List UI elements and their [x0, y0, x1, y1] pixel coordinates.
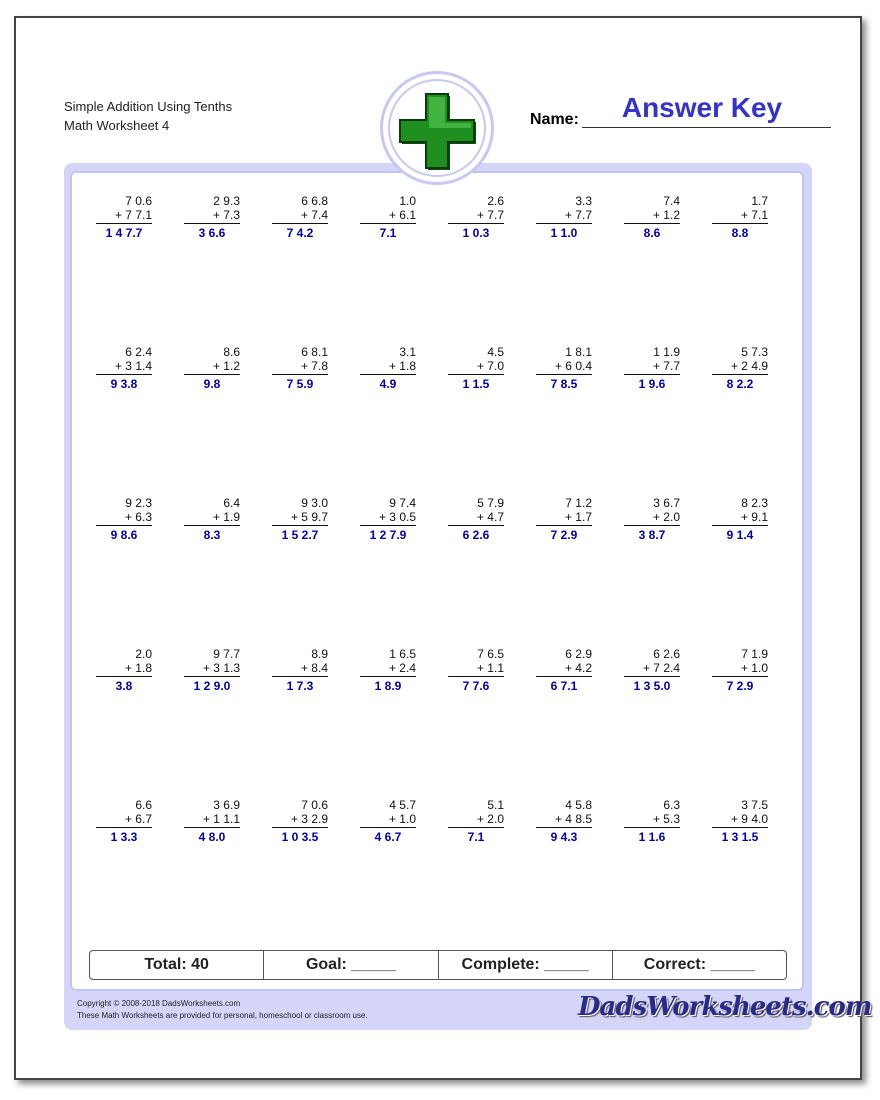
addition-problem	[104, 648, 152, 693]
sum-rule	[272, 676, 328, 677]
usage-notice: These Math Worksheets are provided for personal, homeschool or classroom use.	[77, 1011, 368, 1020]
addition-problem	[456, 799, 504, 844]
addend-bottom: + 6.7	[124, 811, 152, 826]
sum-rule	[184, 676, 240, 677]
answer: 3.8	[115, 679, 133, 693]
addend-bottom: + 3 1.4	[114, 358, 152, 373]
sum-rule	[448, 827, 504, 828]
answer: 1 0 3.5	[281, 830, 319, 844]
addition-problem	[632, 648, 680, 693]
answer: 1 1.6	[638, 830, 666, 844]
answer: 4 8.0	[198, 830, 226, 844]
addend-bottom: + 2.0	[652, 509, 680, 524]
answer: 7 2.9	[550, 528, 578, 542]
sum-rule	[272, 525, 328, 526]
sum-rule	[536, 827, 592, 828]
problem-area	[70, 171, 804, 991]
answer: 8 2.2	[726, 377, 754, 391]
sum-rule	[448, 525, 504, 526]
addend-top: 1 1.9	[653, 345, 680, 359]
addend-top: 9 2.3	[125, 496, 152, 510]
addition-problem	[368, 799, 416, 844]
addend-top: 7 0.6	[301, 798, 328, 812]
sum-rule	[536, 525, 592, 526]
addend-bottom: + 1.7	[564, 509, 592, 524]
addition-problem	[368, 497, 416, 542]
sum-rule	[536, 676, 592, 677]
addend-bottom: + 7.3	[212, 207, 240, 222]
sum-rule	[624, 223, 680, 224]
footer-copyright	[77, 998, 368, 1022]
addend-top: 6 6.8	[301, 194, 328, 208]
title-line-1: Simple Addition Using Tenths	[64, 99, 233, 114]
addition-problem	[104, 497, 152, 542]
addend-bottom: + 7.0	[476, 358, 504, 373]
addition-problem	[280, 497, 328, 542]
answer: 1 0.3	[462, 226, 490, 240]
answer: 7.1	[379, 226, 397, 240]
answer: 1 7.3	[286, 679, 314, 693]
addition-problem	[456, 346, 504, 391]
answer: 1 3 1.5	[721, 830, 759, 844]
addend-top: 3 6.7	[653, 496, 680, 510]
addend-bottom: + 7.7	[476, 207, 504, 222]
addend-bottom: + 1.8	[388, 358, 416, 373]
sum-rule	[96, 827, 152, 828]
answer: 9 4.3	[550, 830, 578, 844]
addend-top: 6 8.1	[301, 345, 328, 359]
worksheet-title	[64, 97, 232, 135]
answer: 1 3.3	[110, 830, 138, 844]
score-bar	[89, 950, 787, 980]
addend-top: 5.1	[487, 798, 504, 812]
addend-bottom: + 2.4	[388, 660, 416, 675]
addition-problem	[720, 195, 768, 240]
addition-problem	[104, 346, 152, 391]
addition-problem	[544, 346, 592, 391]
sum-rule	[184, 827, 240, 828]
sum-rule	[448, 223, 504, 224]
addition-problem	[280, 195, 328, 240]
addition-problem	[544, 648, 592, 693]
sum-rule	[96, 676, 152, 677]
sum-rule	[360, 827, 416, 828]
addend-top: 1.0	[399, 194, 416, 208]
answer: 8.3	[203, 528, 221, 542]
addition-problem	[456, 497, 504, 542]
addend-top: 3.1	[399, 345, 416, 359]
green-plus-icon	[396, 90, 478, 172]
sum-rule	[360, 676, 416, 677]
addend-top: 3 7.5	[741, 798, 768, 812]
addend-top: 2.6	[487, 194, 504, 208]
addition-problem	[456, 648, 504, 693]
addend-bottom: + 7 2.4	[642, 660, 680, 675]
sum-rule	[624, 676, 680, 677]
addend-top: 9 7.7	[213, 647, 240, 661]
answer: 7 4.2	[286, 226, 314, 240]
addition-problem	[192, 799, 240, 844]
addend-bottom: + 7.7	[652, 358, 680, 373]
addition-problem	[544, 195, 592, 240]
sum-rule	[272, 223, 328, 224]
sum-rule	[624, 827, 680, 828]
sum-rule	[712, 827, 768, 828]
addend-bottom: + 9.1	[740, 509, 768, 524]
addition-problem	[632, 195, 680, 240]
sum-rule	[448, 374, 504, 375]
addend-top: 7 6.5	[477, 647, 504, 661]
sum-rule	[360, 223, 416, 224]
addend-bottom: + 1.8	[124, 660, 152, 675]
addend-top: 9 3.0	[301, 496, 328, 510]
sum-rule	[536, 223, 592, 224]
answer: 9 3.8	[110, 377, 138, 391]
answer: 1 9.6	[638, 377, 666, 391]
addition-problem	[368, 648, 416, 693]
addend-top: 1 6.5	[389, 647, 416, 661]
addend-bottom: + 1.0	[740, 660, 768, 675]
addition-problem	[280, 346, 328, 391]
score-goal: Goal: _____	[264, 951, 438, 979]
addend-top: 3 6.9	[213, 798, 240, 812]
addition-problem	[368, 195, 416, 240]
sum-rule	[96, 374, 152, 375]
addition-problem	[632, 346, 680, 391]
addend-top: 9 7.4	[389, 496, 416, 510]
addend-top: 6.3	[663, 798, 680, 812]
sum-rule	[712, 374, 768, 375]
addition-problem	[456, 195, 504, 240]
addend-bottom: + 5 9.7	[290, 509, 328, 524]
answer: 1 8.9	[374, 679, 402, 693]
answer: 9.8	[203, 377, 221, 391]
answer: 6 2.6	[462, 528, 490, 542]
addend-bottom: + 1.2	[652, 207, 680, 222]
addition-problem	[280, 648, 328, 693]
addend-bottom: + 7.4	[300, 207, 328, 222]
addend-bottom: + 5.3	[652, 811, 680, 826]
addition-problem	[280, 799, 328, 844]
addend-bottom: + 8.4	[300, 660, 328, 675]
addend-bottom: + 3 1.3	[202, 660, 240, 675]
addend-bottom: + 7 7.1	[114, 207, 152, 222]
addend-bottom: + 7.1	[740, 207, 768, 222]
answer: 1 1.0	[550, 226, 578, 240]
addition-problem	[192, 195, 240, 240]
addend-top: 8 2.3	[741, 496, 768, 510]
answer: 1 2 7.9	[369, 528, 407, 542]
addend-top: 7 1.2	[565, 496, 592, 510]
answer: 9 1.4	[726, 528, 754, 542]
sum-rule	[712, 525, 768, 526]
addend-top: 6 2.6	[653, 647, 680, 661]
sum-rule	[96, 223, 152, 224]
sum-rule	[184, 525, 240, 526]
addition-problem	[192, 497, 240, 542]
addend-top: 8.9	[311, 647, 328, 661]
addend-bottom: + 2.0	[476, 811, 504, 826]
addend-bottom: + 1.0	[388, 811, 416, 826]
answer: 1 4 7.7	[105, 226, 143, 240]
answer: 4.9	[379, 377, 397, 391]
answer: 7 5.9	[286, 377, 314, 391]
answer: 6 7.1	[550, 679, 578, 693]
copyright-line: Copyright © 2008-2018 DadsWorksheets.com	[77, 999, 241, 1008]
addend-top: 3.3	[575, 194, 592, 208]
sum-rule	[624, 374, 680, 375]
answer: 1 3 5.0	[633, 679, 671, 693]
sum-rule	[184, 374, 240, 375]
sum-rule	[96, 525, 152, 526]
answer: 7 2.9	[726, 679, 754, 693]
addend-top: 2.0	[135, 647, 152, 661]
sum-rule	[712, 223, 768, 224]
addition-problem	[544, 497, 592, 542]
addend-top: 6 2.4	[125, 345, 152, 359]
score-complete: Complete: _____	[439, 951, 613, 979]
addend-top: 7.4	[663, 194, 680, 208]
addition-problem	[720, 799, 768, 844]
answer-key-label: Answer Key	[621, 92, 783, 123]
addend-bottom: + 6.1	[388, 207, 416, 222]
addend-top: 5 7.9	[477, 496, 504, 510]
addend-top: 6.4	[223, 496, 240, 510]
addition-problem	[720, 648, 768, 693]
sum-rule	[624, 525, 680, 526]
addend-bottom: + 9 4.0	[730, 811, 768, 826]
sum-rule	[360, 525, 416, 526]
answer: 7 7.6	[462, 679, 490, 693]
addition-problem	[720, 346, 768, 391]
answer: 7 8.5	[550, 377, 578, 391]
addition-problem	[104, 799, 152, 844]
sum-rule	[184, 223, 240, 224]
answer: 1 5 2.7	[281, 528, 319, 542]
addition-problem	[720, 497, 768, 542]
addend-bottom: + 4 8.5	[554, 811, 592, 826]
addend-bottom: + 7.7	[564, 207, 592, 222]
addend-top: 7 0.6	[125, 194, 152, 208]
addition-problem	[632, 799, 680, 844]
addend-bottom: + 6 0.4	[554, 358, 592, 373]
addend-bottom: + 3 0.5	[378, 509, 416, 524]
addend-top: 2 9.3	[213, 194, 240, 208]
addition-problem	[192, 648, 240, 693]
title-line-2: Math Worksheet 4	[64, 118, 170, 133]
addend-bottom: + 3 2.9	[290, 811, 328, 826]
sum-rule	[712, 676, 768, 677]
answer: 8.6	[643, 226, 661, 240]
sum-rule	[272, 374, 328, 375]
sum-rule	[536, 374, 592, 375]
addend-top: 7 1.9	[741, 647, 768, 661]
name-line	[582, 127, 831, 128]
addend-bottom: + 4.2	[564, 660, 592, 675]
score-correct: Correct: _____	[643, 956, 755, 973]
addend-bottom: + 6.3	[124, 509, 152, 524]
addend-bottom: + 4.7	[476, 509, 504, 524]
answer: 1 2 9.0	[193, 679, 231, 693]
sum-rule	[448, 676, 504, 677]
brand-logo: DadsWorksheets.com	[578, 992, 872, 1022]
addition-problem	[368, 346, 416, 391]
addend-top: 6.6	[135, 798, 152, 812]
addend-top: 4 5.8	[565, 798, 592, 812]
addend-top: 8.6	[223, 345, 240, 359]
answer: 3 8.7	[638, 528, 666, 542]
addition-problem	[104, 195, 152, 240]
name-label: Name:	[530, 111, 579, 128]
addend-bottom: + 1.9	[212, 509, 240, 524]
addend-bottom: + 1.1	[476, 660, 504, 675]
sum-rule	[360, 374, 416, 375]
addend-top: 4.5	[487, 345, 504, 359]
answer: 4 6.7	[374, 830, 402, 844]
addend-bottom: + 1 1.1	[202, 811, 240, 826]
addition-problem	[192, 346, 240, 391]
answer: 7.1	[467, 830, 485, 844]
sum-rule	[272, 827, 328, 828]
addend-top: 6 2.9	[565, 647, 592, 661]
score-total: Total: 40	[90, 951, 264, 979]
addition-problem	[632, 497, 680, 542]
answer: 9 8.6	[110, 528, 138, 542]
addend-bottom: + 2 4.9	[730, 358, 768, 373]
addend-top: 5 7.3	[741, 345, 768, 359]
addend-top: 4 5.7	[389, 798, 416, 812]
addition-problem	[544, 799, 592, 844]
addend-bottom: + 1.2	[212, 358, 240, 373]
addend-bottom: + 7.8	[300, 358, 328, 373]
answer: 1 1.5	[462, 377, 490, 391]
answer: 8.8	[731, 226, 749, 240]
addend-top: 1 8.1	[565, 345, 592, 359]
answer: 3 6.6	[198, 226, 226, 240]
addend-top: 1.7	[751, 194, 768, 208]
